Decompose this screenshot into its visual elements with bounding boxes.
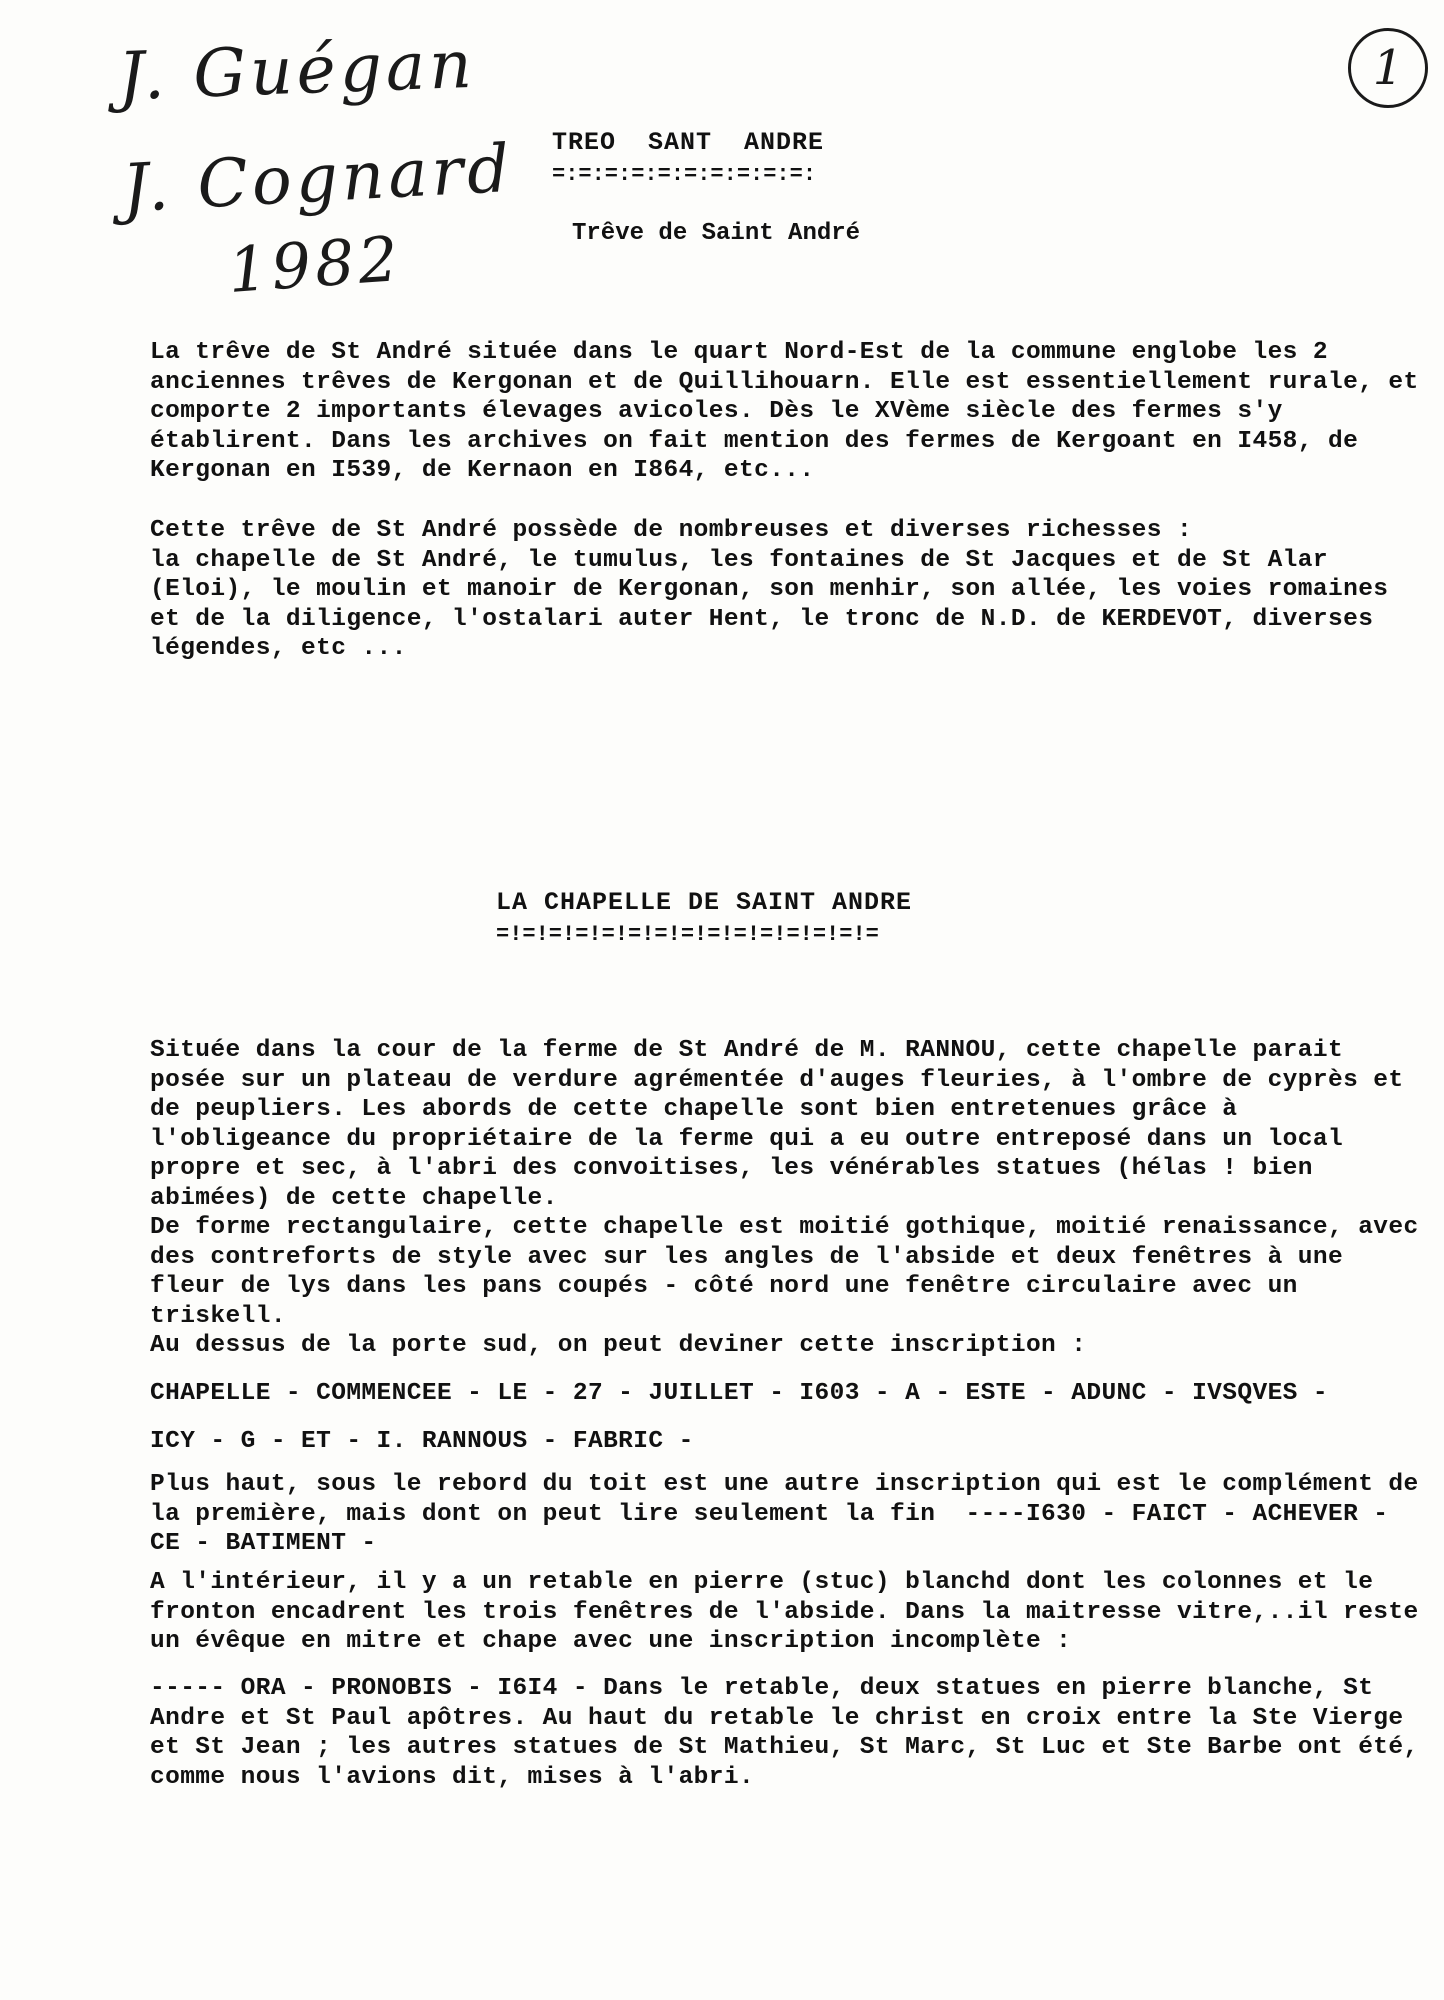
intro-paragraph: La trêve de St André située dans le quart Nord-Est de la commune englobe les 2 anciennes trêves de Kergonan et de Quillihouarn. Elle est essentiellement rurale, et comporte 2 importants élevages avicoles. Dès le XVème siècle des fermes s'y établirent. Dans les archives on fait mention des fermes de Kergoant en I458, de Kergonan en I539, de Kernaon en I864, etc... [150, 339, 1434, 484]
handwritten-year: 1982 [225, 222, 405, 307]
document-title: TREO SANT ANDRE [552, 128, 825, 157]
handwritten-author-2: J. Cognard [120, 129, 516, 228]
inscription-line-2: ICY - G - ET - I. RANNOUS - FABRIC - [150, 1428, 694, 1455]
inscription-2-paragraph: Plus haut, sous le rebord du toit est une autre inscription qui est le complément de la première, mais dont on peut lire seulement la fin ----I630 - FAICT - ACHEVER - CE - BATIMENT - [150, 1471, 1434, 1557]
document-subtitle: Trêve de Saint André [572, 220, 861, 247]
interior-paragraph: A l'intérieur, il y a un retable en pierre (stuc) blanchd dont les colonnes et le fronton encadrent les trois fenêtres de l'abside. Dans la maitresse vitre,..il reste un évêque en mitre et chape avec une inscription incomplète : [150, 1569, 1434, 1655]
inscription-line-1: CHAPELLE - COMMENCEE - LE - 27 - JUILLET - I603 - A - ESTE - ADUNC - IVSQVES - [150, 1380, 1328, 1407]
chapel-paragraph: Située dans la cour de la ferme de St André de M. RANNOU, cette chapelle parait posée sur un plateau de verdure agrémentée d'auges fleuries, à l'ombre de cyprès et de peupliers. Les abords de cette chapelle sont bien entretenues grâce à l'obligeance du propriétaire de la ferme qui a eu outre entreposé dans un local propre et sec, à l'abri des convoitises, les vénérables statues (hélas ! bien abimées) de cette chapelle. De forme rectangulaire, cette chapelle est moitié gothique, moitié renaissance, avec des contreforts de style avec sur les angles de l'abside et deux fenêtres à une fleur de lys dans les pans coupés - côté nord une fenêtre circulaire avec un triskell. Au dessus de la porte sud, on peut deviner cette inscription : [150, 1037, 1419, 1359]
title-decoration: =:=:=:=:=:=:=:=:=:=: [552, 162, 817, 187]
section-decoration: =!=!=!=!=!=!=!=!=!=!=!=!=!=!= [496, 922, 879, 947]
handwritten-author-1: J. Guégan [116, 25, 477, 116]
page-number: 1 [1348, 28, 1428, 108]
riches-paragraph: Cette trêve de St André possède de nombreuses et diverses richesses : la chapelle de St André, le tumulus, les fontaines de St Jacques et de St Alar (Eloi), le moulin et manoir de Kergonan, son menhir, son allée, les voies romaines et de la diligence, l'ostalari auter Hent, le tronc de N.D. de KERDEVOT, diverses légendes, etc ... [150, 517, 1389, 662]
final-paragraph: ----- ORA - PRONOBIS - I6I4 - Dans le retable, deux statues en pierre blanche, St Andre et St Paul apôtres. Au haut du retable le christ en croix entre la Ste Vierge et St Jean ; les autres statues de St Mathieu, St Marc, St Luc et Ste Barbe ont été, comme nous l'avions dit, mises à l'abri. [150, 1675, 1434, 1791]
section-title: LA CHAPELLE DE SAINT ANDRE [496, 888, 913, 917]
